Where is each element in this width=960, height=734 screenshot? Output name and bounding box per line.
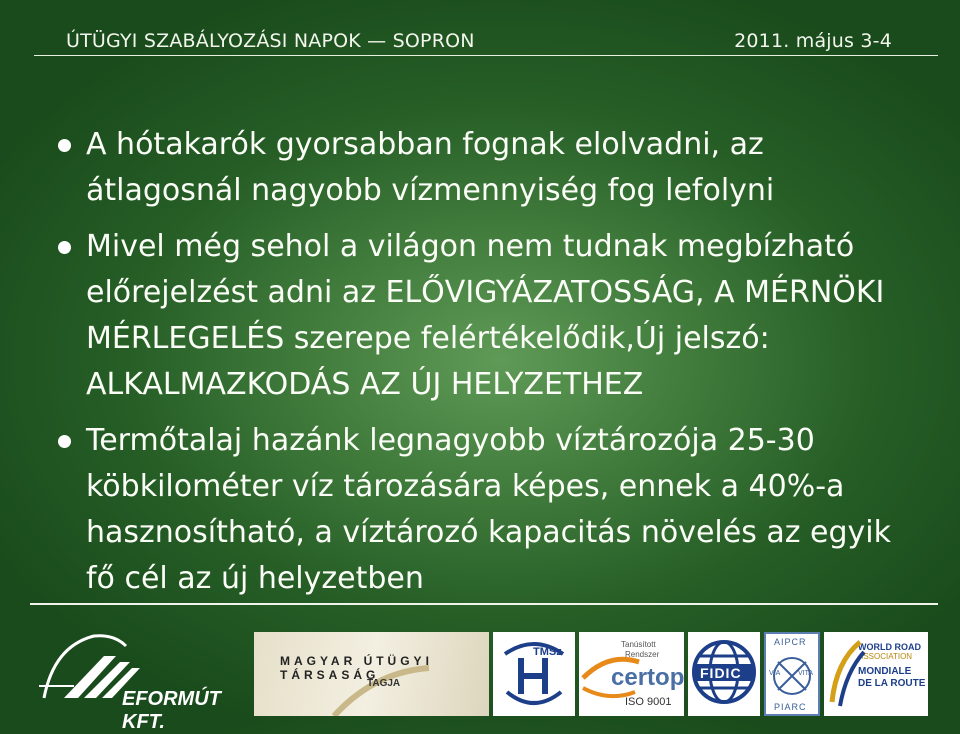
fidic-logo — [688, 632, 760, 716]
road-curve-icon — [254, 632, 489, 716]
mut-member-label: TAGJA — [367, 678, 401, 689]
bullet-dot-icon — [58, 435, 71, 448]
aipcr-via-text: VIA — [769, 670, 781, 677]
aipcr-text: AIPCR — [774, 637, 807, 647]
header-divider — [34, 55, 938, 56]
reformut-logo-text: EFORMÚT KFT. — [122, 688, 221, 733]
wra-text: WORLD ROAD — [858, 642, 921, 652]
bullet-item — [58, 122, 918, 214]
footer-divider — [30, 603, 938, 605]
bullet-text: Mivel még sehol a világon nem tudnak megbízható előrejelzést adni az ELŐVIGYÁZATOSSÁG, A MÉRNÖKI MÉRLEGELÉS szerepe felértékelődik,Új jelszó: ALKALMAZKODÁS AZ ÚJ HELYZETHEZ — [86, 229, 885, 402]
reformut-logo — [34, 626, 249, 733]
wra-text: ASSOCIATION — [858, 652, 913, 661]
fidic-text: FIDIC — [700, 665, 742, 681]
piarc-text: PIARC — [774, 702, 807, 712]
bullet-list — [58, 122, 918, 612]
bullet-dot-icon — [58, 241, 71, 254]
certop-small-text: Tanúsított — [621, 640, 656, 649]
conference-date: 2011. május 3-4 — [734, 30, 892, 52]
tmsz-logo — [493, 632, 575, 716]
bullet-dot-icon — [58, 139, 71, 152]
bullet-item — [58, 224, 918, 408]
bullet-item — [58, 418, 918, 602]
aipcr-vita-text: VITA — [798, 670, 814, 677]
mut-logo — [254, 632, 489, 716]
bullet-text: Termőtalaj hazánk legnagyobb víztározója 25-30 köbkilométer víz tározására képes, ennek a 40%-a hasznosítható, a víztározó kapacitás növelés az egyik fő cél az új helyzetben — [86, 423, 891, 596]
conference-title: ÚTÜGYI SZABÁLYOZÁSI NAPOK — SOPRON — [66, 30, 475, 52]
bullet-text: A hótakarók gyorsabban fognak elolvadni, az átlagosnál nagyobb vízmennyiség fog lefolyni — [86, 127, 775, 208]
tmsz-text: TMSz — [533, 646, 562, 658]
certop-wordmark: certop — [611, 664, 684, 691]
certop-logo — [579, 632, 684, 716]
world-road-association-logo — [824, 632, 928, 716]
wra-text: MONDIALE — [858, 666, 912, 677]
slide-header — [66, 30, 940, 56]
certop-iso-text: ISO 9001 — [625, 696, 672, 708]
tmsz-emblem-icon — [493, 632, 575, 716]
logo-strip — [0, 628, 960, 733]
wra-text: DE LA ROUTE — [858, 678, 926, 689]
certop-small-text: Rendszer — [625, 650, 660, 659]
wra-swoosh-icon — [826, 632, 866, 716]
aipcr-logo — [764, 632, 820, 716]
mut-logo-text: MAGYAR ÚTÜGYI TÁRSASÁG — [280, 654, 433, 682]
